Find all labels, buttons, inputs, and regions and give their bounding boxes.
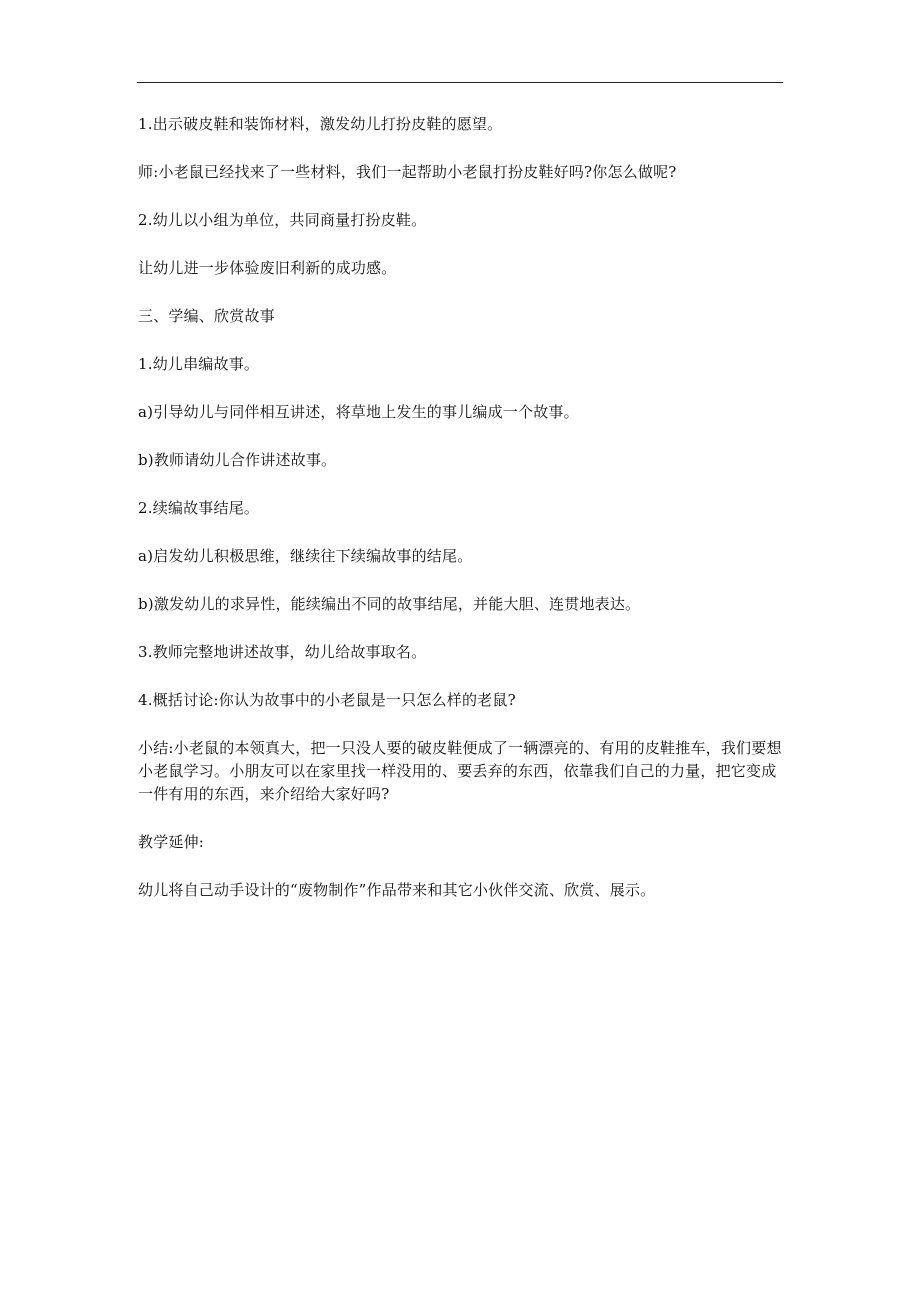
- paragraph-11: b)激发幼儿的求异性，能续编出不同的故事结尾，并能大胆、连贯地表达。: [138, 595, 641, 613]
- paragraph-12: 3.教师完整地讲述故事，幼儿给故事取名。: [138, 643, 427, 661]
- paragraph-6: 1.幼儿串编故事。: [138, 355, 260, 373]
- summary-paragraph: 小结:小老鼠的本领真大，把一只没人要的破皮鞋便成了一辆漂亮的、有用的皮鞋推车，我们要想小老鼠学习。小朋友可以在家里找一样没用的、要丢弃的东西，依靠我们自己的力量，把它变成一件有用的东西，来介绍给大家好吗?: [138, 739, 782, 803]
- extension-heading: 教学延伸:: [138, 833, 205, 851]
- header-rule: [137, 82, 783, 83]
- paragraph-1: 1.出示破皮鞋和装饰材料，激发幼儿打扮皮鞋的愿望。: [138, 115, 503, 133]
- paragraph-4: 让幼儿进一步体验废旧利新的成功感。: [138, 259, 397, 277]
- paragraph-8: b)教师请幼儿合作讲述故事。: [138, 451, 337, 469]
- paragraph-9: 2.续编故事结尾。: [138, 499, 260, 517]
- paragraph-16: 幼儿将自己动手设计的“废物制作”作品带来和其它小伙伴交流、欣赏、展示。: [138, 881, 656, 899]
- paragraph-2: 师:小老鼠已经找来了一些材料，我们一起帮助小老鼠打扮皮鞋好吗?你怎么做呢?: [138, 163, 677, 181]
- document-body: [138, 113, 784, 927]
- section-heading: 三、学编、欣赏故事: [138, 307, 275, 325]
- paragraph-7: a)引导幼儿与同伴相互讲述，将草地上发生的事儿编成一个故事。: [138, 403, 579, 421]
- paragraph-10: a)启发幼儿积极思维，继续往下续编故事的结尾。: [138, 547, 473, 565]
- paragraph-3: 2.幼儿以小组为单位，共同商量打扮皮鞋。: [138, 211, 427, 229]
- paragraph-13: 4.概括讨论:你认为故事中的小老鼠是一只怎么样的老鼠?: [138, 691, 516, 709]
